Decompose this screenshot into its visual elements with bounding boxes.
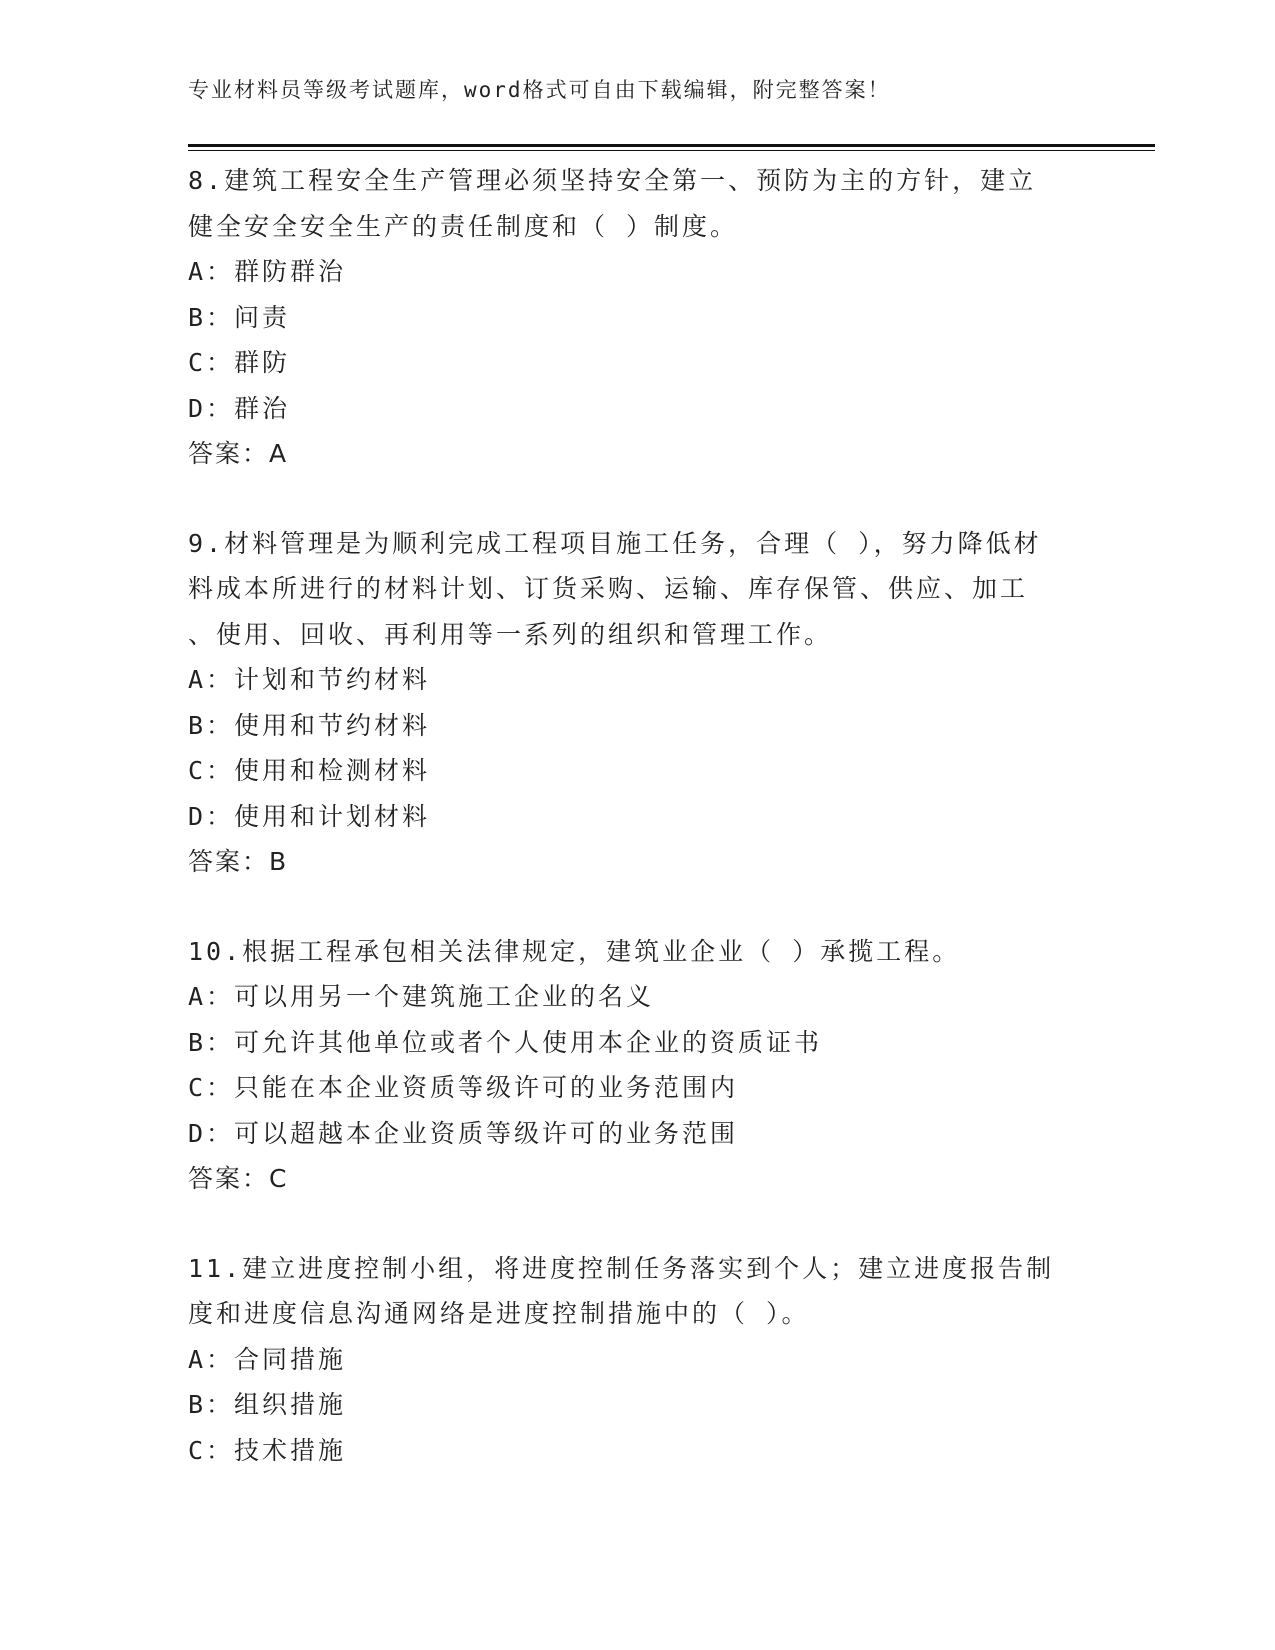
page-header: 专业材料员等级考试题库，word格式可自由下载编辑，附完整答案！ (188, 78, 891, 102)
option-d: D：群治 (188, 393, 291, 423)
option-c: C：群防 (188, 348, 291, 377)
answer-label: 答案：B (188, 847, 289, 876)
option-b: B：组织措施 (188, 1390, 347, 1419)
question-11 (188, 1246, 1088, 1474)
option-d: D：可以超越本企业资质等级许可的业务范围 (188, 1118, 739, 1148)
option-d: D：使用和计划材料 (188, 801, 431, 831)
option-a: A：可以用另一个建筑施工企业的名义 (188, 982, 655, 1011)
answer-label: 答案：C (188, 1164, 289, 1193)
question-text: 料成本所进行的材料计划、订货采购、运输、库存保管、供应、加工 (188, 574, 1029, 603)
question-text: 10.根据工程承包相关法律规定，建筑业企业（ ）承揽工程。 (188, 936, 961, 966)
header-rule-thin (188, 150, 1155, 151)
option-c: C：只能在本企业资质等级许可的业务范围内 (188, 1073, 739, 1102)
option-a: A：群防群治 (188, 257, 347, 286)
question-text: 9.材料管理是为顺利完成工程项目施工任务，合理（ ），努力降低材 (188, 528, 1042, 558)
question-8 (188, 158, 1088, 477)
option-c: C：使用和检测材料 (188, 756, 431, 785)
option-b: B：可允许其他单位或者个人使用本企业的资质证书 (188, 1027, 823, 1057)
option-a: A：合同措施 (188, 1344, 347, 1374)
answer-label: 答案：A (188, 439, 289, 468)
question-text: 度和进度信息沟通网络是进度控制措施中的（ ）。 (188, 1299, 810, 1328)
question-9 (188, 521, 1088, 885)
option-c: C：技术措施 (188, 1435, 347, 1465)
question-text: 11.建立进度控制小组，将进度控制任务落实到个人；建立进度报告制 (188, 1253, 1055, 1283)
question-text: 健全安全安全生产的责任制度和（ ）制度。 (188, 211, 739, 241)
question-text: 、使用、回收、再利用等一系列的组织和管理工作。 (188, 619, 833, 649)
question-text: 8.建筑工程安全生产管理必须坚持安全第一、预防为主的方针，建立 (188, 166, 1037, 195)
option-a: A：计划和节约材料 (188, 665, 431, 694)
option-b: B：问责 (188, 302, 291, 332)
header-rule-thick (188, 144, 1155, 147)
question-list (188, 158, 1088, 1517)
question-10 (188, 929, 1088, 1202)
option-b: B：使用和节约材料 (188, 710, 431, 740)
